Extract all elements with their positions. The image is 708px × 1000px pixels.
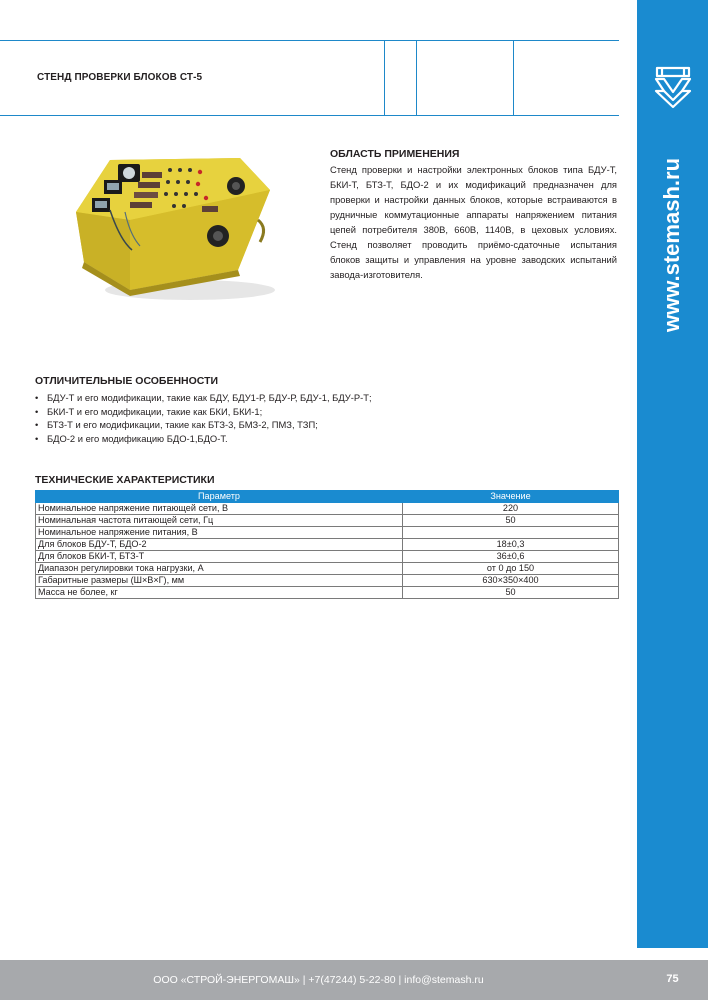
table-cell-parameter: Для блоков БДУ-Т, БДО-2 [36, 539, 403, 551]
header-box [513, 41, 619, 116]
bullet-icon: • [35, 405, 39, 417]
page-number: 75 [666, 973, 679, 985]
table-cell-parameter: Для блоков БКИ-Т, БТЗ-Т [36, 551, 403, 563]
header-box [416, 41, 513, 116]
table-cell-value: 220 [403, 503, 619, 515]
table-row [36, 527, 619, 539]
list-item [35, 391, 372, 405]
table-cell-parameter: Масса не более, кг [36, 587, 403, 599]
table-cell-value: 50 [403, 587, 619, 599]
table-row [36, 551, 619, 563]
specs-table [35, 490, 619, 599]
table-row [36, 563, 619, 575]
table-cell-parameter: Номинальная частота питающей сети, Гц [36, 515, 403, 527]
column-header-value: Значение [403, 491, 619, 503]
table-cell-value: 630×350×400 [403, 575, 619, 587]
table-row [36, 575, 619, 587]
table-cell-parameter: Диапазон регулировки тока нагрузки, А [36, 563, 403, 575]
table-cell-value: 18±0,3 [403, 539, 619, 551]
website-text: www.stemash.ru [659, 157, 684, 333]
table-cell-value: 36±0,6 [403, 551, 619, 563]
list-item [35, 432, 372, 446]
table-row [36, 539, 619, 551]
specs-heading: ТЕХНИЧЕСКИЕ ХАРАКТЕРИСТИКИ [35, 474, 215, 486]
list-item-text: БКИ-Т и его модификации, такие как БКИ, БКИ-1; [47, 405, 263, 417]
table-row [36, 587, 619, 599]
footer [0, 960, 708, 1000]
table-cell-parameter: Номинальное напряжение питания, В [36, 527, 403, 539]
list-item-text: БДО-2 и его модификацию БДО-1,БДО-Т. [47, 432, 228, 444]
bullet-icon: • [35, 432, 39, 444]
application-text: Стенд проверки и настройки электронных блоков типа БДУ-Т, БКИ-Т, БТЗ-Т, БДО-2 и их модификаций предназначен для проверки и настройки данных блоков, которые встраиваются в рудничные коммутационные аппараты напряжением питания цепей потребителя 380В, 660В, 1140В, в цеховых условиях. Стенд позволяет проводить приёмо-сдаточные испытания блоков защиты и управления на уровне заводских испытаний завода-изготовителя. [330, 164, 617, 280]
page-title: СТЕНД ПРОВЕРКИ БЛОКОВ СТ-5 [37, 72, 203, 83]
side-strip [637, 0, 708, 948]
table-cell-parameter: Габаритные размеры (Ш×В×Г), мм [36, 575, 403, 587]
list-item [35, 418, 372, 432]
table-header-row [36, 491, 619, 503]
list-item [35, 405, 372, 419]
bullet-icon: • [35, 419, 39, 430]
bullet-icon: • [35, 392, 39, 403]
footer-contacts: ООО «СТРОЙ-ЭНЕРГОМАШ» | +7(47244) 5-22-80 | info@stemash.ru [153, 974, 484, 986]
features-heading: ОТЛИЧИТЕЛЬНЫЕ ОСОБЕННОСТИ [35, 375, 219, 387]
header-band [0, 40, 619, 116]
table-row [36, 515, 619, 527]
list-item-text: БТЗ-Т и его модификации, такие как БТЗ-3, БМЗ-2, ПМЗ, ТЗП; [47, 419, 318, 430]
table-row [36, 503, 619, 515]
test-stand-photo [70, 150, 275, 305]
features-list [35, 391, 372, 445]
column-header-parameter: Параметр [36, 491, 403, 503]
table-cell-value: от 0 до 150 [403, 563, 619, 575]
company-logo-icon [653, 65, 693, 109]
header-box [384, 41, 416, 116]
application-heading: ОБЛАСТЬ ПРИМЕНЕНИЯ [330, 148, 460, 160]
list-item-text: БДУ-Т и его модификации, такие как БДУ, БДУ1-Р, БДУ-Р, БДУ-1, БДУ-Р-Т; [47, 392, 372, 403]
table-cell-value [403, 527, 619, 539]
table-cell-value: 50 [403, 515, 619, 527]
table-cell-parameter: Номинальное напряжение питающей сети, В [36, 503, 403, 515]
